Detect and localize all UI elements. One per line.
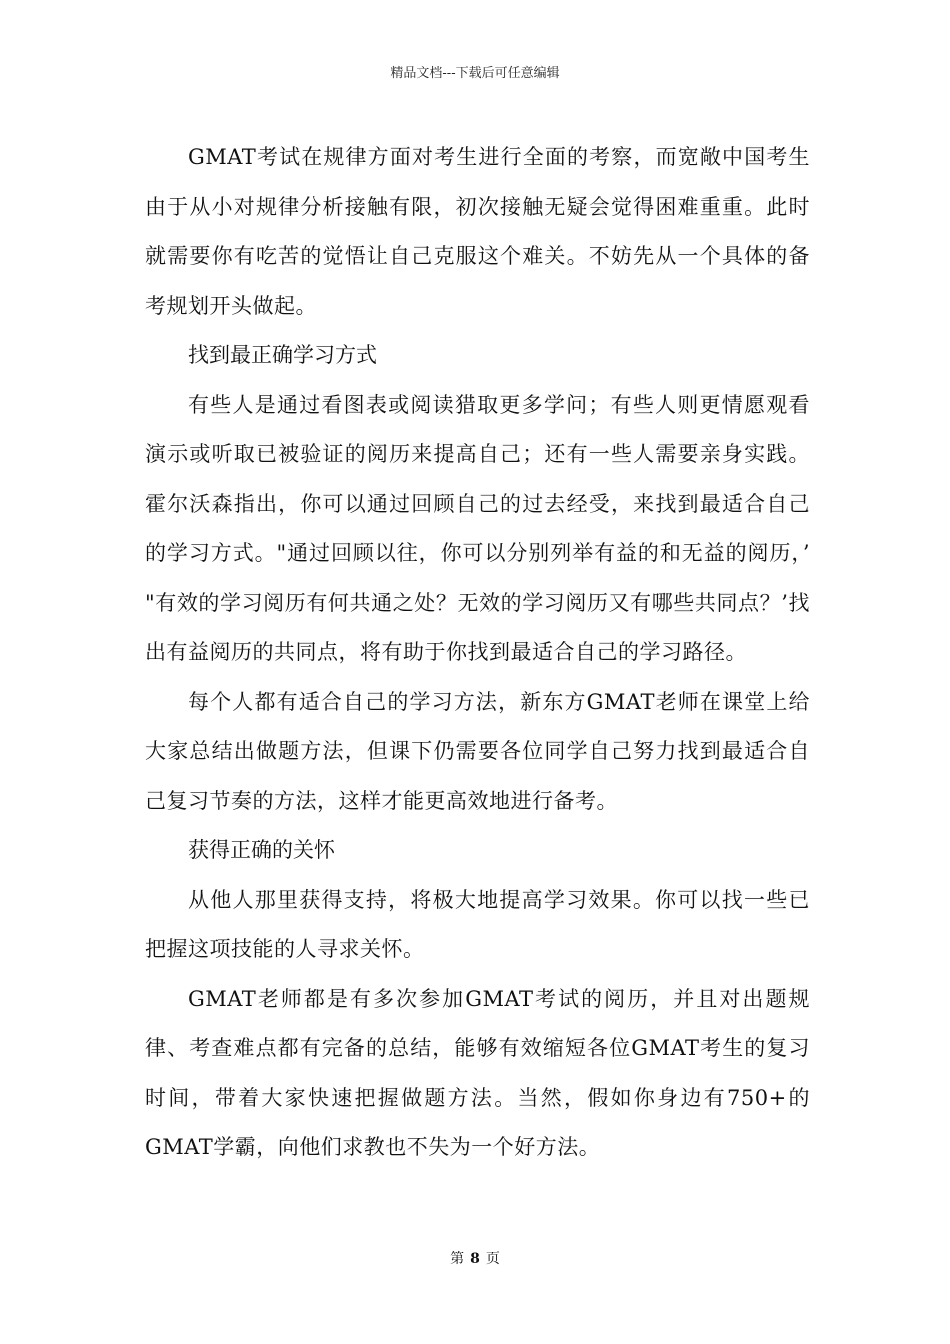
page-footer <box>0 1250 950 1268</box>
page-number-suffix: 页 <box>485 1251 500 1267</box>
page-header: 精品文档---下载后可任意编辑 <box>390 66 560 81</box>
paragraph-learning-style: 有些人是通过看图表或阅读猎取更多学问；有些人则更情愿观看演示或听取已被验证的阅历来提高自己；还有一些人需要亲身实践。霍尔沃森指出，你可以通过回顾自己的过去经受，来找到最适合自己的学习方式。"通过回顾以往，你可以分别列举有益的和无益的阅历，’ "有效的学习阅历有何共通之处？无效的学习阅历又有哪些共同点？’找出有益阅历的共同点，将有助于你找到最适合自己的学习路径。 <box>145 392 810 664</box>
paragraph-methods: 每个人都有适合自己的学习方法，新东方GMAT老师在课堂上给大家总结出做题方法，但课下仍需要各位同学自己努力找到最适合自己复习节奏的方法，这样才能更高效地进行备考。 <box>145 689 810 813</box>
page-number-prefix: 第 <box>450 1251 465 1267</box>
paragraph-teachers: GMAT老师都是有多次参加GMAT考试的阅历，并且对出题规律、考查难点都有完备的总结，能够有效缩短各位GMAT考生的复习时间，带着大家快速把握做题方法。当然，假如你身边有750+的GMAT学霸，向他们求教也不失为一个好方法。 <box>145 986 810 1159</box>
paragraph-intro: GMAT考试在规律方面对考生进行全面的考察，而宽敞中国考生由于从小对规律分析接触有限，初次接触无疑会觉得困难重重。此时就需要你有吃苦的觉悟让自己克服这个难关。不妨先从一个具体的备考规划开头做起。 <box>145 145 810 318</box>
document-body <box>145 133 810 1173</box>
paragraph-support: 从他人那里获得支持，将极大地提高学习效果。你可以找一些已把握这项技能的人寻求关怀。 <box>145 887 810 961</box>
page-number: 8 <box>470 1251 480 1267</box>
section-heading-learning-style: 找到最正确学习方式 <box>188 343 377 367</box>
section-heading-support: 获得正确的关怀 <box>188 838 335 862</box>
